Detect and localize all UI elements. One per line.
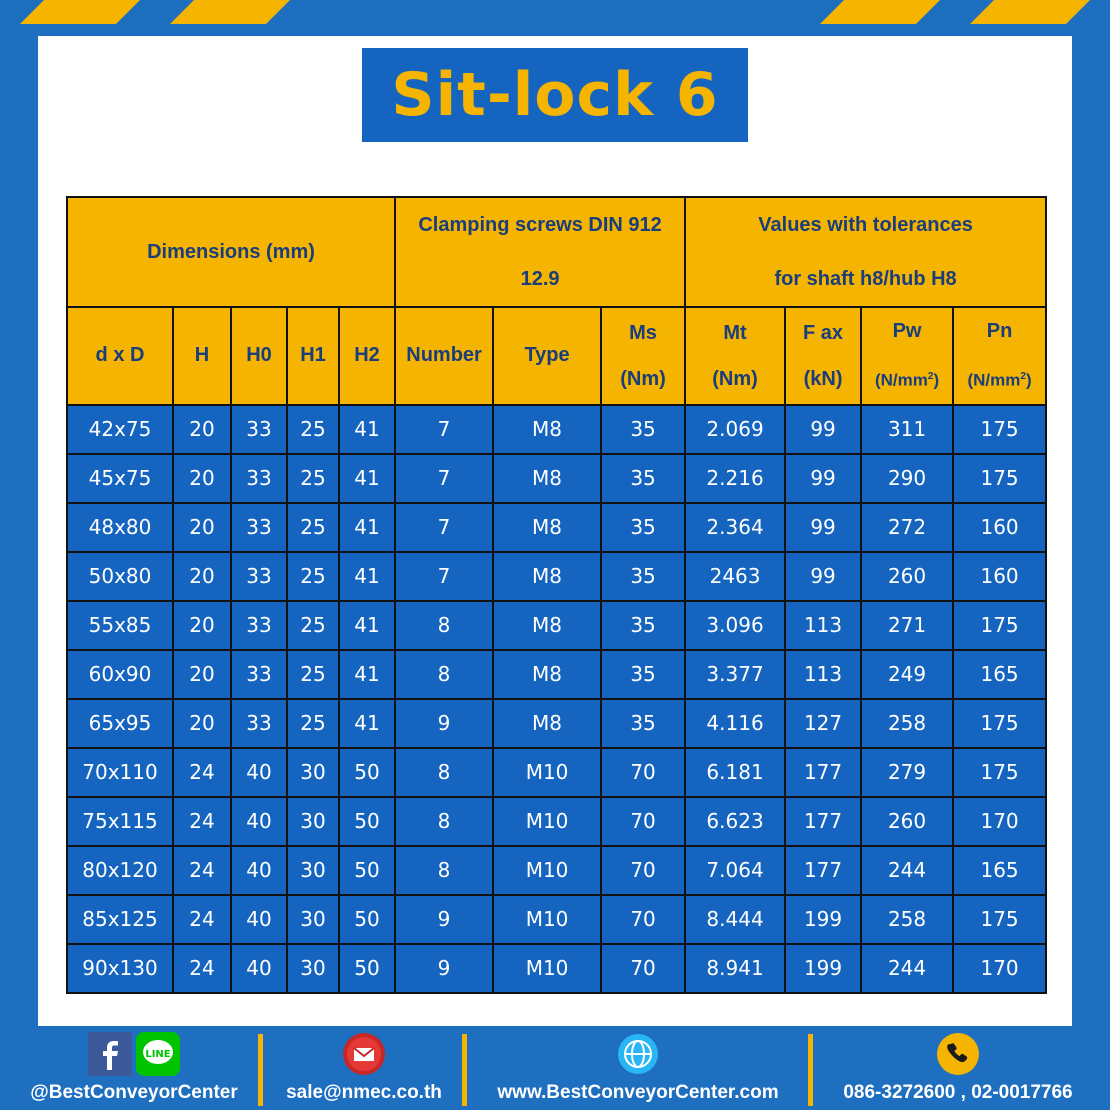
cell-h2: 41 xyxy=(339,405,395,454)
cell-number: 9 xyxy=(395,895,493,944)
cell-h2: 50 xyxy=(339,895,395,944)
cell-mt: 6.623 xyxy=(685,797,785,846)
footer-divider xyxy=(258,1034,263,1106)
cell-dxd: 55x85 xyxy=(67,601,173,650)
cell-dxd: 80x120 xyxy=(67,846,173,895)
cell-h1: 30 xyxy=(287,846,339,895)
cell-pn: 175 xyxy=(953,454,1046,503)
header-dimensions: Dimensions (mm) xyxy=(67,197,395,307)
table-row xyxy=(67,503,1046,552)
col-type: Type xyxy=(493,307,601,405)
cell-h: 20 xyxy=(173,454,231,503)
cell-h: 24 xyxy=(173,797,231,846)
cell-h0: 33 xyxy=(231,454,287,503)
cell-type: M8 xyxy=(493,699,601,748)
email-icon[interactable] xyxy=(342,1032,386,1076)
cell-type: M8 xyxy=(493,454,601,503)
cell-h: 20 xyxy=(173,699,231,748)
col-h2: H2 xyxy=(339,307,395,405)
table-body xyxy=(67,405,1046,993)
cell-ms: 35 xyxy=(601,650,685,699)
cell-fax: 199 xyxy=(785,944,861,993)
table-row xyxy=(67,405,1046,454)
cell-pw: 258 xyxy=(861,699,953,748)
cell-h0: 33 xyxy=(231,552,287,601)
footer-email xyxy=(268,1026,460,1110)
table-row xyxy=(67,797,1046,846)
cell-pw: 311 xyxy=(861,405,953,454)
col-h1: H1 xyxy=(287,307,339,405)
cell-h2: 50 xyxy=(339,797,395,846)
cell-h1: 25 xyxy=(287,454,339,503)
svg-text:LINE: LINE xyxy=(145,1049,171,1060)
phone-icon[interactable] xyxy=(936,1032,980,1076)
cell-mt: 4.116 xyxy=(685,699,785,748)
cell-h: 20 xyxy=(173,650,231,699)
cell-type: M8 xyxy=(493,552,601,601)
cell-h1: 25 xyxy=(287,405,339,454)
footer-phone xyxy=(818,1026,1098,1110)
cell-h1: 30 xyxy=(287,944,339,993)
header-clamping-screws: Clamping screws DIN 912 12.9 xyxy=(395,197,685,307)
cell-h2: 41 xyxy=(339,454,395,503)
cell-fax: 99 xyxy=(785,405,861,454)
cell-mt: 7.064 xyxy=(685,846,785,895)
cell-pn: 175 xyxy=(953,895,1046,944)
col-ms: Ms (Nm) xyxy=(601,307,685,405)
cell-type: M10 xyxy=(493,895,601,944)
footer xyxy=(0,1026,1110,1110)
table-row xyxy=(67,552,1046,601)
cell-h: 24 xyxy=(173,895,231,944)
cell-mt: 2.364 xyxy=(685,503,785,552)
table-row xyxy=(67,650,1046,699)
cell-mt: 3.096 xyxy=(685,601,785,650)
cell-number: 8 xyxy=(395,748,493,797)
cell-h1: 30 xyxy=(287,895,339,944)
cell-type: M8 xyxy=(493,405,601,454)
cell-ms: 70 xyxy=(601,748,685,797)
cell-fax: 113 xyxy=(785,650,861,699)
cell-pw: 260 xyxy=(861,552,953,601)
cell-dxd: 60x90 xyxy=(67,650,173,699)
col-h: H xyxy=(173,307,231,405)
cell-dxd: 48x80 xyxy=(67,503,173,552)
cell-type: M10 xyxy=(493,944,601,993)
cell-dxd: 45x75 xyxy=(67,454,173,503)
col-pn: Pn $(N/mm^2)$ xyxy=(953,307,1046,405)
cell-pw: 258 xyxy=(861,895,953,944)
cell-h0: 33 xyxy=(231,650,287,699)
cell-fax: 199 xyxy=(785,895,861,944)
cell-pw: 244 xyxy=(861,846,953,895)
cell-fax: 113 xyxy=(785,601,861,650)
cell-pw: 279 xyxy=(861,748,953,797)
cell-ms: 70 xyxy=(601,797,685,846)
cell-dxd: 65x95 xyxy=(67,699,173,748)
cell-dxd: 70x110 xyxy=(67,748,173,797)
cell-h2: 50 xyxy=(339,846,395,895)
cell-h0: 40 xyxy=(231,895,287,944)
cell-h0: 40 xyxy=(231,748,287,797)
cell-ms: 70 xyxy=(601,846,685,895)
cell-type: M8 xyxy=(493,601,601,650)
footer-website xyxy=(472,1026,804,1110)
cell-fax: 177 xyxy=(785,748,861,797)
cell-pn: 175 xyxy=(953,699,1046,748)
title-banner xyxy=(362,48,748,142)
cell-ms: 35 xyxy=(601,601,685,650)
cell-number: 8 xyxy=(395,797,493,846)
cell-number: 9 xyxy=(395,699,493,748)
col-dxd: d x D xyxy=(67,307,173,405)
cell-h1: 25 xyxy=(287,699,339,748)
cell-dxd: 50x80 xyxy=(67,552,173,601)
phone-numbers[interactable]: 086-3272600 , 02-0017766 xyxy=(843,1082,1073,1103)
cell-type: M8 xyxy=(493,503,601,552)
cell-number: 7 xyxy=(395,503,493,552)
cell-dxd: 90x130 xyxy=(67,944,173,993)
cell-number: 9 xyxy=(395,944,493,993)
cell-pw: 271 xyxy=(861,601,953,650)
cell-h1: 25 xyxy=(287,650,339,699)
cell-h1: 30 xyxy=(287,748,339,797)
cell-mt: 3.377 xyxy=(685,650,785,699)
cell-pn: 165 xyxy=(953,846,1046,895)
cell-ms: 35 xyxy=(601,405,685,454)
header-values-tolerances: Values with tolerances for shaft h8/hub H8 xyxy=(685,197,1046,307)
cell-mt: 2463 xyxy=(685,552,785,601)
cell-h1: 25 xyxy=(287,601,339,650)
cell-pn: 175 xyxy=(953,405,1046,454)
cell-h: 24 xyxy=(173,846,231,895)
cell-h2: 41 xyxy=(339,650,395,699)
cell-mt: 2.069 xyxy=(685,405,785,454)
footer-divider xyxy=(808,1034,813,1106)
cell-type: M10 xyxy=(493,797,601,846)
cell-ms: 35 xyxy=(601,454,685,503)
cell-pw: 249 xyxy=(861,650,953,699)
cell-type: M8 xyxy=(493,650,601,699)
cell-h: 24 xyxy=(173,748,231,797)
table-row xyxy=(67,846,1046,895)
facebook-icon[interactable] xyxy=(88,1032,132,1076)
cell-number: 8 xyxy=(395,601,493,650)
cell-number: 7 xyxy=(395,405,493,454)
col-mt: Mt (Nm) xyxy=(685,307,785,405)
cell-dxd: 42x75 xyxy=(67,405,173,454)
cell-number: 7 xyxy=(395,454,493,503)
cell-mt: 6.181 xyxy=(685,748,785,797)
cell-number: 7 xyxy=(395,552,493,601)
globe-icon[interactable] xyxy=(616,1032,660,1076)
cell-h0: 40 xyxy=(231,944,287,993)
col-fax: F ax (kN) xyxy=(785,307,861,405)
line-icon[interactable] xyxy=(136,1032,180,1076)
cell-pn: 160 xyxy=(953,552,1046,601)
cell-fax: 99 xyxy=(785,552,861,601)
cell-mt: 8.444 xyxy=(685,895,785,944)
social-handle[interactable]: @BestConveyorCenter xyxy=(30,1082,238,1103)
cell-pw: 272 xyxy=(861,503,953,552)
cell-dxd: 75x115 xyxy=(67,797,173,846)
cell-ms: 35 xyxy=(601,699,685,748)
cell-pn: 175 xyxy=(953,748,1046,797)
cell-h1: 30 xyxy=(287,797,339,846)
cell-fax: 99 xyxy=(785,454,861,503)
cell-h: 20 xyxy=(173,552,231,601)
cell-h0: 33 xyxy=(231,601,287,650)
cell-pw: 244 xyxy=(861,944,953,993)
table-row xyxy=(67,699,1046,748)
cell-h0: 40 xyxy=(231,797,287,846)
col-number: Number xyxy=(395,307,493,405)
cell-fax: 127 xyxy=(785,699,861,748)
cell-dxd: 85x125 xyxy=(67,895,173,944)
cell-h1: 25 xyxy=(287,552,339,601)
cell-h2: 50 xyxy=(339,944,395,993)
table-row xyxy=(67,944,1046,993)
footer-social xyxy=(14,1026,254,1110)
cell-pn: 175 xyxy=(953,601,1046,650)
cell-fax: 177 xyxy=(785,797,861,846)
cell-type: M10 xyxy=(493,846,601,895)
cell-h2: 41 xyxy=(339,601,395,650)
page-title: Sit-lock 6 xyxy=(391,60,719,130)
cell-mt: 8.941 xyxy=(685,944,785,993)
cell-h: 20 xyxy=(173,405,231,454)
cell-h: 20 xyxy=(173,503,231,552)
cell-h0: 40 xyxy=(231,846,287,895)
cell-h0: 33 xyxy=(231,699,287,748)
cell-h2: 41 xyxy=(339,552,395,601)
table-row xyxy=(67,454,1046,503)
cell-fax: 99 xyxy=(785,503,861,552)
cell-number: 8 xyxy=(395,846,493,895)
cell-ms: 70 xyxy=(601,944,685,993)
cell-pn: 170 xyxy=(953,797,1046,846)
cell-h: 24 xyxy=(173,944,231,993)
cell-h: 20 xyxy=(173,601,231,650)
email-address[interactable]: sale@nmec.co.th xyxy=(286,1082,442,1103)
footer-divider xyxy=(462,1034,467,1106)
cell-ms: 35 xyxy=(601,552,685,601)
cell-fax: 177 xyxy=(785,846,861,895)
cell-pn: 170 xyxy=(953,944,1046,993)
cell-h2: 41 xyxy=(339,503,395,552)
cell-type: M10 xyxy=(493,748,601,797)
cell-pw: 260 xyxy=(861,797,953,846)
cell-pn: 165 xyxy=(953,650,1046,699)
cell-h0: 33 xyxy=(231,405,287,454)
cell-ms: 70 xyxy=(601,895,685,944)
cell-pw: 290 xyxy=(861,454,953,503)
cell-number: 8 xyxy=(395,650,493,699)
cell-h2: 50 xyxy=(339,748,395,797)
cell-pn: 160 xyxy=(953,503,1046,552)
table-row xyxy=(67,748,1046,797)
table-row xyxy=(67,895,1046,944)
cell-h1: 25 xyxy=(287,503,339,552)
cell-h2: 41 xyxy=(339,699,395,748)
table-row xyxy=(67,601,1046,650)
cell-ms: 35 xyxy=(601,503,685,552)
col-h0: H0 xyxy=(231,307,287,405)
cell-mt: 2.216 xyxy=(685,454,785,503)
cell-h0: 33 xyxy=(231,503,287,552)
col-pw: Pw $(N/mm^2)$ xyxy=(861,307,953,405)
spec-table xyxy=(66,196,1047,994)
website-url[interactable]: www.BestConveyorCenter.com xyxy=(497,1082,779,1103)
